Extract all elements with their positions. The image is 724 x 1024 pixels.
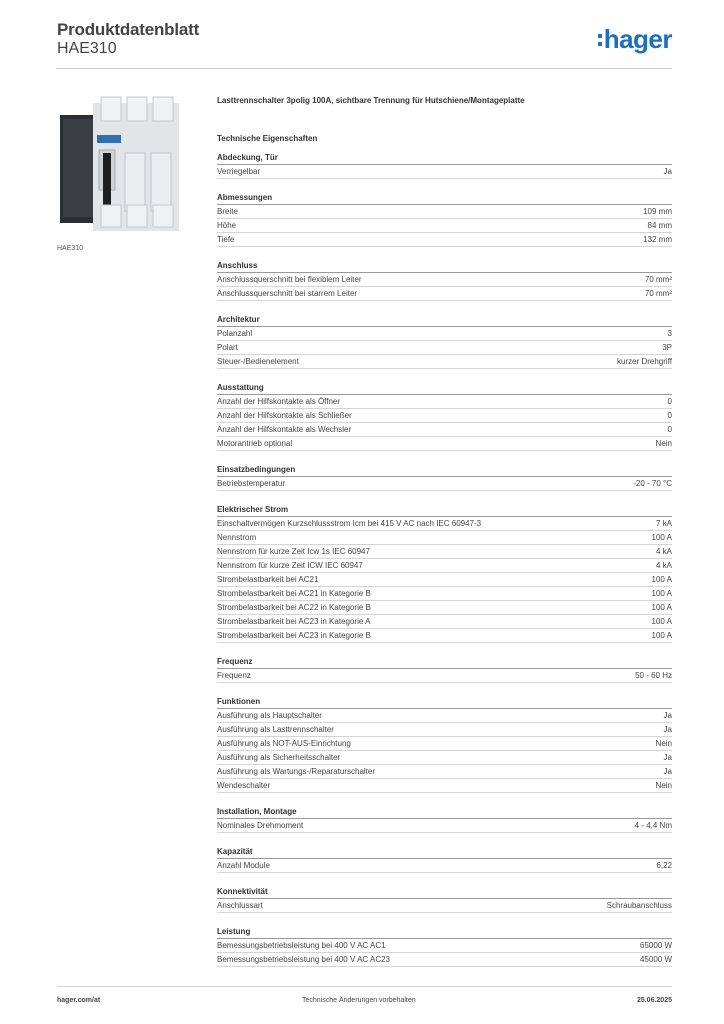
- spec-label: Höhe: [217, 221, 237, 230]
- spec-label: Ausführung als Sicherheitsschalter: [217, 753, 341, 762]
- hager-logo[interactable]: [598, 24, 672, 55]
- spec-group-title: Architektur: [217, 314, 672, 327]
- spec-row: [217, 765, 672, 779]
- spec-row: [217, 219, 672, 233]
- spec-label: Betriebstemperatur: [217, 479, 286, 488]
- spec-value: 0: [667, 411, 672, 420]
- spec-label: Ausführung als Lasttrennschalter: [217, 725, 334, 734]
- spec-row: [217, 273, 672, 287]
- spec-value: kurzer Drehgriff: [617, 357, 672, 366]
- spec-row: [217, 601, 672, 615]
- spec-row: [217, 545, 672, 559]
- spec-label: Verriegelbar: [217, 167, 261, 176]
- spec-label: Strombelastbarkeit bei AC21 in Kategorie B: [217, 589, 371, 598]
- group-spacer: [217, 491, 672, 504]
- spec-label: Strombelastbarkeit bei AC21: [217, 575, 319, 584]
- header: [57, 20, 672, 70]
- spec-value: 4 kA: [655, 547, 672, 556]
- spec-group-title: Kapazität: [217, 846, 672, 859]
- spec-value: 3: [667, 329, 672, 338]
- spec-label: Anschlussart: [217, 901, 263, 910]
- spec-row: [217, 939, 672, 953]
- product-image: [57, 95, 182, 238]
- spec-value: Ja: [663, 167, 672, 176]
- spec-row: [217, 819, 672, 833]
- spec-group-title: Einsatzbedingungen: [217, 464, 672, 477]
- spec-label: Bemessungsbetriebsleistung bei 400 V AC AC1: [217, 941, 386, 950]
- spec-value: 70 mm²: [644, 289, 672, 298]
- spec-row: [217, 573, 672, 587]
- spec-row: [217, 709, 672, 723]
- spec-label: Anschlussquerschnitt bei flexiblem Leiter: [217, 275, 362, 284]
- footer-divider: [57, 986, 672, 987]
- group-spacer: [217, 873, 672, 886]
- spec-group: [217, 260, 672, 314]
- spec-value: 84 mm: [647, 221, 672, 230]
- spec-group: [217, 464, 672, 504]
- spec-row: [217, 165, 672, 179]
- spec-value: 65000 W: [639, 941, 672, 950]
- spec-label: Nennstrom: [217, 533, 257, 542]
- spec-label: Nominales Drehmoment: [217, 821, 304, 830]
- spec-group-title: Funktionen: [217, 696, 672, 709]
- spec-row: [217, 423, 672, 437]
- spec-group: [217, 696, 672, 806]
- spec-value: 100 A: [651, 617, 672, 626]
- spec-group: [217, 382, 672, 464]
- spec-value: 132 mm: [643, 235, 672, 244]
- spec-label: Frequenz: [217, 671, 251, 680]
- spec-row: [217, 233, 672, 247]
- spec-value: 100 A: [651, 575, 672, 584]
- spec-label: Einschaltvermögen Kurzschlussstrom Icm bei 415 V AC nach IEC 60947-3: [217, 519, 482, 528]
- spec-group-title: Abmessungen: [217, 192, 672, 205]
- spec-label: Strombelastbarkeit bei AC23 in Kategorie A: [217, 617, 371, 626]
- spec-label: Strombelastbarkeit bei AC22 in Kategorie B: [217, 603, 371, 612]
- spec-value: Ja: [663, 767, 672, 776]
- group-spacer: [217, 451, 672, 464]
- spec-groups: [217, 152, 672, 967]
- spec-label: Tiefe: [217, 235, 235, 244]
- spec-value: Nein: [655, 739, 672, 748]
- spec-label: Breite: [217, 207, 238, 216]
- spec-row: [217, 327, 672, 341]
- spec-value: 4 kA: [655, 561, 672, 570]
- spec-group: [217, 152, 672, 192]
- spec-row: [217, 205, 672, 219]
- spec-value: Ja: [663, 753, 672, 762]
- spec-row: [217, 395, 672, 409]
- spec-group-title: Leistung: [217, 926, 672, 939]
- footer-disclaimer: Technische Änderungen vorbehalten: [302, 997, 416, 1004]
- spec-value: 50 - 60 Hz: [635, 671, 672, 680]
- spec-row: [217, 437, 672, 451]
- group-spacer: [217, 913, 672, 926]
- spec-row: [217, 587, 672, 601]
- spec-value: 3P: [662, 343, 672, 352]
- spec-row: [217, 615, 672, 629]
- spec-value: 45000 W: [639, 955, 672, 964]
- spec-row: [217, 355, 672, 369]
- spec-label: Motorantrieb optional: [217, 439, 293, 448]
- spec-group-title: Ausstattung: [217, 382, 672, 395]
- product-description: Lasttrennschalter 3polig 100A, sichtbare Trennung für Hutschiene/Montageplatte: [217, 96, 525, 105]
- spec-label: Steuer-/Bedienelement: [217, 357, 299, 366]
- spec-row: [217, 341, 672, 355]
- spec-label: Anzahl Module: [217, 861, 270, 870]
- spec-row: [217, 409, 672, 423]
- spec-group: [217, 926, 672, 967]
- spec-value: Nein: [655, 439, 672, 448]
- spec-value: 6,22: [656, 861, 672, 870]
- spec-row: [217, 477, 672, 491]
- spec-group: [217, 504, 672, 656]
- spec-row: [217, 517, 672, 531]
- spec-value: 4 - 4,4 Nm: [634, 821, 672, 830]
- spec-row: [217, 559, 672, 573]
- document-title: Produktdatenblatt: [57, 20, 200, 39]
- spec-group-title: Abdeckung, Tür: [217, 152, 672, 165]
- spec-label: Ausführung als Hauptschalter: [217, 711, 322, 720]
- spec-row: [217, 779, 672, 793]
- spec-value: 100 A: [651, 631, 672, 640]
- spec-row: [217, 531, 672, 545]
- spec-value: 0: [667, 397, 672, 406]
- spec-value: Nein: [655, 781, 672, 790]
- spec-row: [217, 859, 672, 873]
- spec-label: Anzahl der Hilfskontakte als Wechsler: [217, 425, 352, 434]
- spec-value: 109 mm: [643, 207, 672, 216]
- group-spacer: [217, 369, 672, 382]
- spec-value: 100 A: [651, 589, 672, 598]
- spec-group: [217, 806, 672, 846]
- spec-value: -20 - 70 °C: [633, 479, 672, 488]
- spec-value: 70 mm²: [644, 275, 672, 284]
- spec-row: [217, 669, 672, 683]
- spec-label: Nennstrom für kurze Zeit ICW IEC 60947: [217, 561, 363, 570]
- group-spacer: [217, 247, 672, 260]
- spec-label: Ausführung als NOT-AUS-Einrichtung: [217, 739, 351, 748]
- spec-group: [217, 314, 672, 382]
- spec-value: 100 A: [651, 533, 672, 542]
- spec-label: Anschlussquerschnitt bei starrem Leiter: [217, 289, 358, 298]
- spec-label: Polanzahl: [217, 329, 253, 338]
- spec-label: Anzahl der Hilfskontakte als Öffner: [217, 397, 341, 406]
- spec-value: Schraubanschluss: [606, 901, 672, 910]
- group-spacer: [217, 793, 672, 806]
- spec-group-title: Frequenz: [217, 656, 672, 669]
- logo-dots-icon: [598, 29, 602, 51]
- group-spacer: [217, 683, 672, 696]
- section-heading: Technische Eigenschaften: [217, 134, 318, 143]
- spec-row: [217, 287, 672, 301]
- spec-row: [217, 737, 672, 751]
- spec-group-title: Konnektivität: [217, 886, 672, 899]
- spec-label: Anzahl der Hilfskontakte als Schließer: [217, 411, 352, 420]
- footer-date: 25.06.2025: [636, 997, 672, 1004]
- spec-group-title: Elektrischer Strom: [217, 504, 672, 517]
- group-spacer: [217, 643, 672, 656]
- spec-group: [217, 886, 672, 926]
- spec-group: [217, 846, 672, 886]
- group-spacer: [217, 179, 672, 192]
- logo-text: hager: [603, 24, 672, 54]
- header-divider: [57, 68, 672, 69]
- spec-value: 7 kA: [655, 519, 672, 528]
- spec-label: Bemessungsbetriebsleistung bei 400 V AC AC23: [217, 955, 390, 964]
- spec-row: [217, 953, 672, 967]
- footer-website-link[interactable]: hager.com/at: [57, 997, 101, 1004]
- spec-row: [217, 723, 672, 737]
- spec-value: Ja: [663, 725, 672, 734]
- spec-label: Polart: [217, 343, 238, 352]
- spec-row: [217, 629, 672, 643]
- spec-row: [217, 751, 672, 765]
- group-spacer: [217, 301, 672, 314]
- spec-group-title: Installation, Montage: [217, 806, 672, 819]
- spec-label: Nennstrom für kurze Zeit Icw 1s IEC 60947: [217, 547, 370, 556]
- spec-row: [217, 899, 672, 913]
- spec-label: Strombelastbarkeit bei AC23 in Kategorie B: [217, 631, 371, 640]
- image-caption: HAE310: [57, 245, 84, 252]
- spec-value: 100 A: [651, 603, 672, 612]
- spec-value: Ja: [663, 711, 672, 720]
- spec-label: Wendeschalter: [217, 781, 271, 790]
- spec-content: [217, 95, 672, 967]
- spec-label: Ausführung als Wartungs-/Reparaturschalter: [217, 767, 375, 776]
- spec-group: [217, 656, 672, 696]
- spec-group: [217, 192, 672, 260]
- spec-group-title: Anschluss: [217, 260, 672, 273]
- spec-value: 0: [667, 425, 672, 434]
- group-spacer: [217, 833, 672, 846]
- product-code: HAE310: [57, 40, 117, 57]
